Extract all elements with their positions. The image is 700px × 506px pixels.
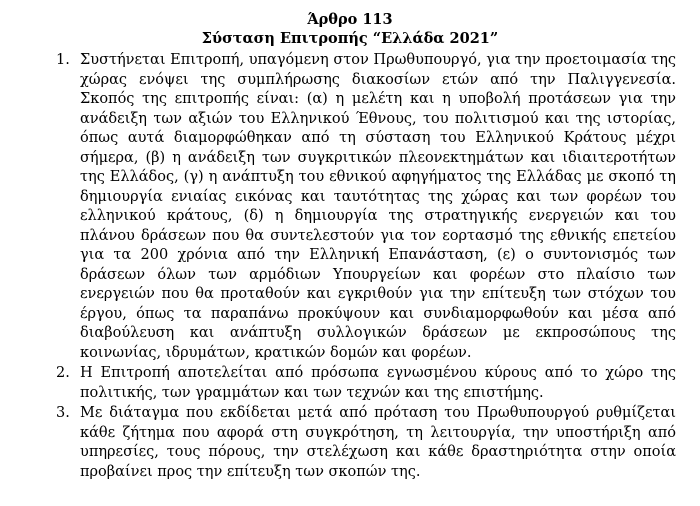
paragraph-text: Συστήνεται Επιτροπή, υπαγόμενη στον Πρωθυπουργό, για την προετοιμασία της χώρας ενόψει της συμπλήρωσης διακοσίων ετών από την Παλιγγενεσία. Σκοπός της επιτροπής είναι: (α) η μελέτη και η υποβολή προτάσεων για την ανάδειξη των αξιών του Ελληνικού Έθνους, του πολιτισμού και της ιστορίας, όπως αυτά διαμορφώθηκαν από τη σύσταση του Ελληνικού Κράτους μέχρι σήμερα, (β) η ανάδειξη των συγκριτικών πλεονεκτημάτων και ιδιαιτεροτήτων της Ελλάδος, (γ) η ανάπτυξη του εθνικού αφηγήματος της Ελλάδας με σκοπό τη δημιουργία ενιαίας εικόνας και ταυτότητας της χώρας και των φορέων του ελληνικού κράτους, (δ) η δημιουργία της στρατηγικής ενεργειών και του πλάνου δράσεων που θα συντελεστούν για τον εορτασμό της εθνικής επετείου για τα 200 χρόνια από την Ελληνική Επανάσταση, (ε) ο συντονισμός των δράσεων όλων των αρμόδιων Υπουργείων και φορέων στο πλαίσιο των ενεργειών που θα προταθούν και εγκριθούν για την επίτευξη των στόχων του έργου, όπως τα παραπάνω προκύψουν και συνδιαμορφωθούν και μέσα από διαβούλευση και ανάπτυξη συλλογικών δράσεων με εκπροσώπους της κοινωνίας, ιδρυμάτων, κρατικών δομών και φορέων. [80, 52, 676, 361]
paragraph-text: Η Επιτροπή αποτελείται από πρόσωπα εγνωσμένου κύρους από το χώρο της πολιτικής, των γραμμάτων και των τεχνών και της επιστήμης. [80, 365, 676, 401]
paragraph-text: Με διάταγμα που εκδίδεται μετά από πρόταση του Πρωθυπουργού ρυθμίζεται κάθε ζήτημα που αφορά στη συγκρότηση, τη λειτουργία, την υποστήριξη από υπηρεσίες, τους πόρους, την στελέχωση και κάθε δραστηριότητα στην οποία προβαίνει προς την επίτευξη των σκοπών της. [80, 405, 676, 480]
paragraph-number: 3. [56, 405, 70, 421]
article-subtitle: Σύσταση Επιτροπής “Ελλάδα 2021” [201, 30, 499, 47]
article-title: Άρθρο 113 [307, 11, 393, 28]
paragraph-number: 1. [56, 52, 70, 68]
paragraph-item [56, 404, 676, 482]
paragraph-item [56, 364, 676, 403]
paragraph-list [56, 51, 676, 482]
paragraph-item [56, 51, 676, 363]
paragraph-number: 2. [56, 365, 70, 381]
